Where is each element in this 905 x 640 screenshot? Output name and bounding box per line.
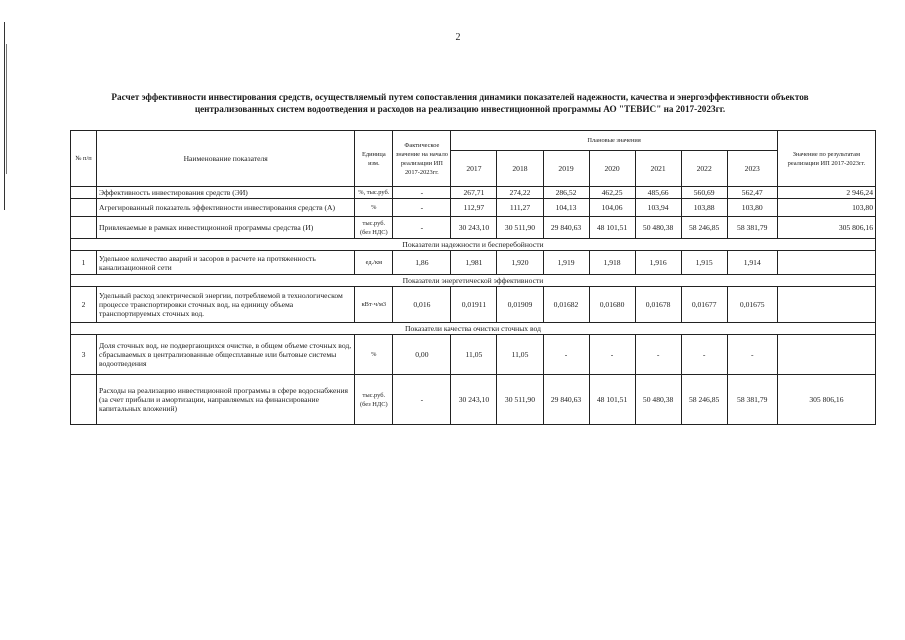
row-name: Удельное количество аварий и засоров в расчете на протяженность канализационной сети (97, 251, 355, 275)
section-title: Показатели надежности и бесперебойности (71, 239, 876, 251)
row-result: 103,80 (777, 199, 875, 217)
table-row (71, 251, 876, 275)
row-value: 58 381,79 (727, 217, 777, 239)
row-unit: % (355, 199, 393, 217)
row-value: 58 246,85 (681, 375, 727, 425)
row-value: 1,919 (543, 251, 589, 275)
row-value: 50 480,38 (635, 375, 681, 425)
row-value: 1,981 (451, 251, 497, 275)
row-value: 104,13 (543, 199, 589, 217)
row-value: 562,47 (727, 187, 777, 199)
row-value: 58 381,79 (727, 375, 777, 425)
table-row (71, 335, 876, 375)
row-result: 305 806,16 (777, 217, 875, 239)
row-name: Эффективность инвестирования средств (ЭИ) (97, 187, 355, 199)
row-value: - (635, 335, 681, 375)
row-value: 274,22 (497, 187, 543, 199)
row-value: 267,71 (451, 187, 497, 199)
expense-row-name (97, 375, 355, 425)
row-value: 485,66 (635, 187, 681, 199)
row-value: 30 511,90 (497, 375, 543, 425)
row-value: 30 511,90 (497, 217, 543, 239)
row-value: 0,01911 (451, 287, 497, 323)
row-value: - (543, 335, 589, 375)
row-value: 1,920 (497, 251, 543, 275)
row-value: 48 101,51 (589, 217, 635, 239)
header-year: 2019 (543, 151, 589, 187)
header-year: 2020 (589, 151, 635, 187)
header-unit: Единица изм. (355, 131, 393, 187)
row-value: 1,916 (635, 251, 681, 275)
row-num (71, 187, 97, 199)
row-num: 3 (71, 335, 97, 375)
row-value: 0,01675 (727, 287, 777, 323)
row-actual: 0,016 (393, 287, 451, 323)
scan-margin-line (6, 44, 7, 174)
row-value: - (589, 335, 635, 375)
row-value: 0,01677 (681, 287, 727, 323)
row-actual: 1,86 (393, 251, 451, 275)
section-title: Показатели энергетической эффективности (71, 275, 876, 287)
row-value: 111,27 (497, 199, 543, 217)
row-unit: ед./км (355, 251, 393, 275)
row-value: - (727, 335, 777, 375)
header-planned: Плановые значения (451, 131, 777, 151)
header-year: 2017 (451, 151, 497, 187)
row-result (777, 251, 875, 275)
header-name: Наименование показателя (97, 131, 355, 187)
row-value: 103,88 (681, 199, 727, 217)
row-num (71, 199, 97, 217)
row-value: 1,914 (727, 251, 777, 275)
row-value: 0,01680 (589, 287, 635, 323)
row-num: 2 (71, 287, 97, 323)
page-number: 2 (455, 32, 461, 43)
row-value: 1,915 (681, 251, 727, 275)
row-actual: 0,00 (393, 335, 451, 375)
row-value: 50 480,38 (635, 217, 681, 239)
row-actual: - (393, 187, 451, 199)
row-value: 0,01678 (635, 287, 681, 323)
row-unit: % (355, 335, 393, 375)
header-result: Значение по результатам реализации ИП 2017-2023гг. (777, 131, 875, 187)
section-title: Показатели качества очистки сточных вод (71, 323, 876, 335)
row-unit: тыс.руб. (без НДС) (355, 217, 393, 239)
header-year: 2021 (635, 151, 681, 187)
row-actual: - (393, 217, 451, 239)
row-value: - (681, 335, 727, 375)
row-num (71, 375, 97, 425)
row-actual: - (393, 199, 451, 217)
row-value: 0,01682 (543, 287, 589, 323)
row-value: 29 840,63 (543, 375, 589, 425)
row-value: 462,25 (589, 187, 635, 199)
expense-row-name-line2: (за счет прибыли и амортизации, направляемых на финансирование капитальных вложений) (99, 395, 319, 413)
row-value: 286,52 (543, 187, 589, 199)
row-value: 30 243,10 (451, 217, 497, 239)
scan-margin-line (4, 22, 5, 210)
row-actual: - (393, 375, 451, 425)
row-value: 30 243,10 (451, 375, 497, 425)
row-value: 104,06 (589, 199, 635, 217)
row-value: 112,97 (451, 199, 497, 217)
table-row (71, 199, 876, 217)
document-title: Расчет эффективности инвестирования средств, осуществляемый путем сопоставления динамики показателей надежности, качества и энергоэффективности объектов централизованных систем водоотведения и расходов на реализацию инвестиционной программы АО "ТЕВИС" на 2017-2023гг. (111, 92, 809, 114)
row-value: 58 246,85 (681, 217, 727, 239)
section-header-row (71, 323, 876, 335)
row-name: Доля сточных вод, не подвергающихся очистке, в общем объеме сточных вод, сбрасываемых в централизованные общесплавные или бытовые системы водоотведения (97, 335, 355, 375)
row-value: 103,94 (635, 199, 681, 217)
row-unit: тыс.руб. (без НДС) (355, 375, 393, 425)
table-row (71, 217, 876, 239)
table-row (71, 375, 876, 425)
row-value: 11,05 (451, 335, 497, 375)
header-year: 2022 (681, 151, 727, 187)
row-value: 48 101,51 (589, 375, 635, 425)
row-result (777, 335, 875, 375)
row-value: 1,918 (589, 251, 635, 275)
table-row (71, 187, 876, 199)
header-actual: Фактическое значение на начало реализации ИП 2017-2023гг. (393, 131, 451, 187)
row-value: 0,01909 (497, 287, 543, 323)
row-name: Удельный расход электрической энергии, потребляемой в технологическом процессе транспортировки сточных вод, на единицу объема транспортируемых сточных вод. (97, 287, 355, 323)
header-num: № п/п (71, 131, 97, 187)
row-unit: %, тыс.руб. (355, 187, 393, 199)
row-num: 1 (71, 251, 97, 275)
table-row (71, 287, 876, 323)
row-value: 560,69 (681, 187, 727, 199)
row-result (777, 287, 875, 323)
row-unit: кВт·ч/м3 (355, 287, 393, 323)
expense-row-name-line1: Расходы на реализацию инвестиционной программы в сфере водоснабжения (99, 386, 349, 395)
row-num (71, 217, 97, 239)
investment-efficiency-table (70, 130, 876, 425)
row-result: 2 946,24 (777, 187, 875, 199)
row-result: 305 806,16 (777, 375, 875, 425)
row-value: 11,05 (497, 335, 543, 375)
header-year: 2018 (497, 151, 543, 187)
row-value: 29 840,63 (543, 217, 589, 239)
header-year: 2023 (727, 151, 777, 187)
section-header-row (71, 239, 876, 251)
section-header-row (71, 275, 876, 287)
row-name: Агрегированный показатель эффективности инвестирования средств (А) (97, 199, 355, 217)
row-name: Привлекаемые в рамках инвестиционной программы средства (И) (97, 217, 355, 239)
row-value: 103,80 (727, 199, 777, 217)
